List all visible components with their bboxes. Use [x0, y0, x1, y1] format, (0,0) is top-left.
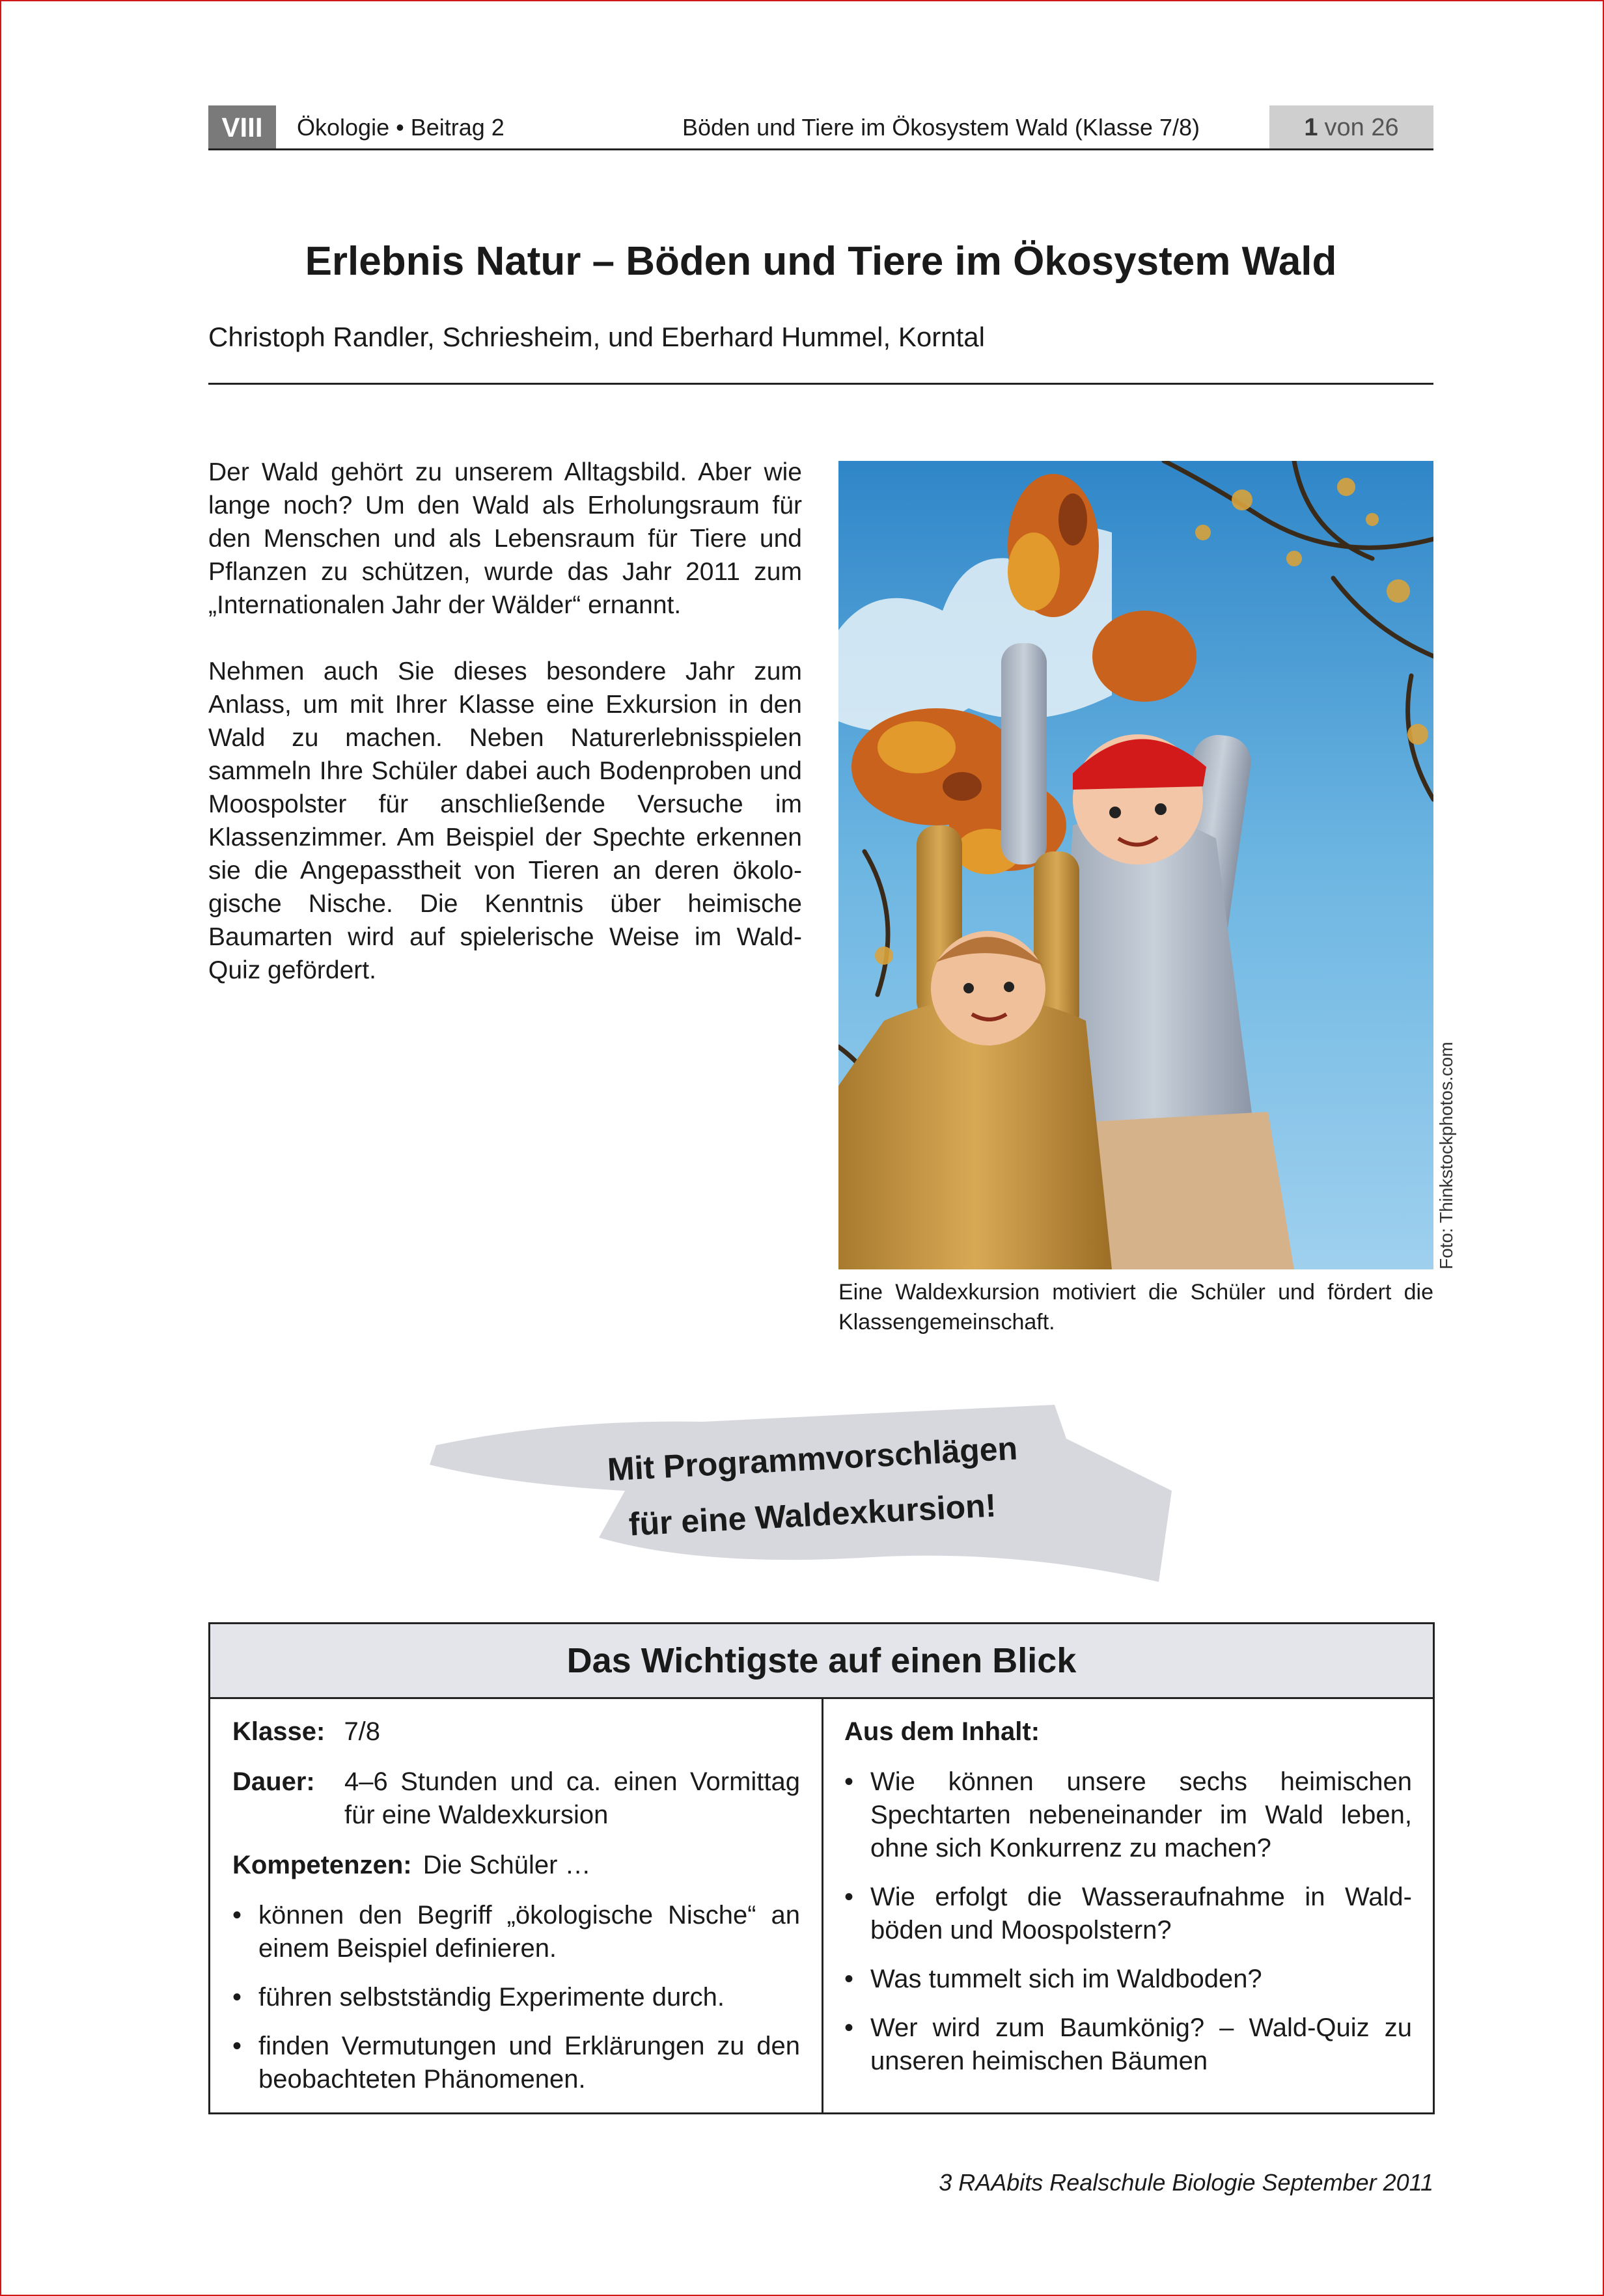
- list-item: • können den Begriff „ökologische Nische“ an einem Beispiel definieren.: [232, 1899, 800, 1965]
- kompetenzen-label: Kompetenzen:: [232, 1851, 412, 1879]
- kompetenzen-row: [232, 1849, 800, 1882]
- page-total: von 26: [1324, 113, 1399, 141]
- dauer-row: [232, 1765, 800, 1832]
- dauer-value: 4–6 Stunden und ca. einen Vormittag für eine Waldexkursion: [344, 1767, 800, 1829]
- dauer-label: Dauer:: [232, 1767, 315, 1796]
- summary-left-column: [232, 1715, 800, 2112]
- header-topic: Ökologie • Beitrag 2: [297, 114, 505, 141]
- section-badge: VIII: [208, 105, 276, 150]
- list-item: • Wer wird zum Baumkönig? – Wald-Quiz zu unseren heimischen Bäumen: [844, 2012, 1412, 2078]
- footer-citation: 3 RAAbits Realschule Biologie September 2011: [939, 2169, 1433, 2196]
- summary-box: [208, 1622, 1435, 2114]
- intro-paragraph: Der Wald gehört zu unserem Alltagsbild. Aber wie lange noch? Um den Wald als Erholungsraum für den Menschen und als Lebensraum für Tiere und Pflanzen zu schützen, wurde das Jahr 2011 zum „Internationalen Jahr der Wälder“ ernannt.: [208, 458, 802, 619]
- article-authors: Christoph Randler, Schriesheim, und Eberhard Hummel, Korntal: [208, 322, 985, 352]
- header-rule: [208, 148, 1433, 150]
- page-indicator: [1269, 105, 1433, 150]
- kompetenzen-intro: Die Schüler …: [422, 1851, 591, 1879]
- list-item: • Was tummelt sich im Waldboden?: [844, 1963, 1412, 1996]
- klasse-label: Klasse:: [232, 1717, 325, 1746]
- callout-line-2: für eine Waldexkursion!: [628, 1487, 997, 1543]
- list-item: • Wie erfolgt die Wasseraufnahme in Waldböden und Moospolstern?: [844, 1881, 1412, 1947]
- list-item: • Wie können unsere sechs heimischen Spechtarten nebeneinander im Wald leben, ohne sich Konkurrenz zu machen?: [844, 1765, 1412, 1865]
- list-item: • finden Vermutungen und Erklärungen zu den beobachteten Phänomenen.: [232, 2030, 800, 2096]
- callout-brush: [430, 1393, 1172, 1588]
- page-number: 1: [1304, 113, 1318, 141]
- inhalt-label: Aus dem Inhalt:: [844, 1717, 1040, 1746]
- title-rule: [208, 383, 1433, 385]
- article-title: Erlebnis Natur – Böden und Tiere im Ökosystem Wald: [305, 239, 1337, 284]
- summary-heading: Das Wichtigste auf einen Blick: [210, 1624, 1433, 1699]
- summary-right-column: [844, 1715, 1412, 2094]
- photo-caption: Eine Waldexkursion motiviert die Schüler und fördert die Klassengemeinschaft.: [838, 1280, 1433, 1335]
- photo-credit: Foto: Thinkstockphotos.com: [1436, 1042, 1456, 1269]
- list-item: • führen selbstständig Experimente durch.: [232, 1981, 800, 2014]
- callout-line-1: Mit Programmvorschlägen: [606, 1430, 1019, 1488]
- header-title: Böden und Tiere im Ökosystem Wald (Klasse 7/8): [682, 114, 1200, 141]
- intro-text: [208, 456, 802, 1020]
- klasse-value: 7/8: [344, 1717, 381, 1746]
- klasse-row: [232, 1715, 800, 1749]
- summary-column-divider: [822, 1699, 823, 2112]
- intro-paragraph: Nehmen auch Sie dieses besondere Jahr zum Anlass, um mit Ihrer Klasse eine Exkursion in den Wald zu machen. Neben Naturerlebnisspielen sammeln Ihre Schüler dabei auch Bodenproben und Moospolster für anschließende Versuche im Klassenzimmer. Am Beispiel der Spechte erkennen sie die Angepasstheit von Tieren an deren ökologische Nische. Die Kenntnis über heimische Baumarten wird auf spielerische Weise im Wald-Quiz gefördert.: [208, 657, 802, 984]
- inhalt-row: [844, 1715, 1412, 1749]
- children-leaves-photo: [838, 461, 1433, 1269]
- page-header: [208, 105, 1433, 150]
